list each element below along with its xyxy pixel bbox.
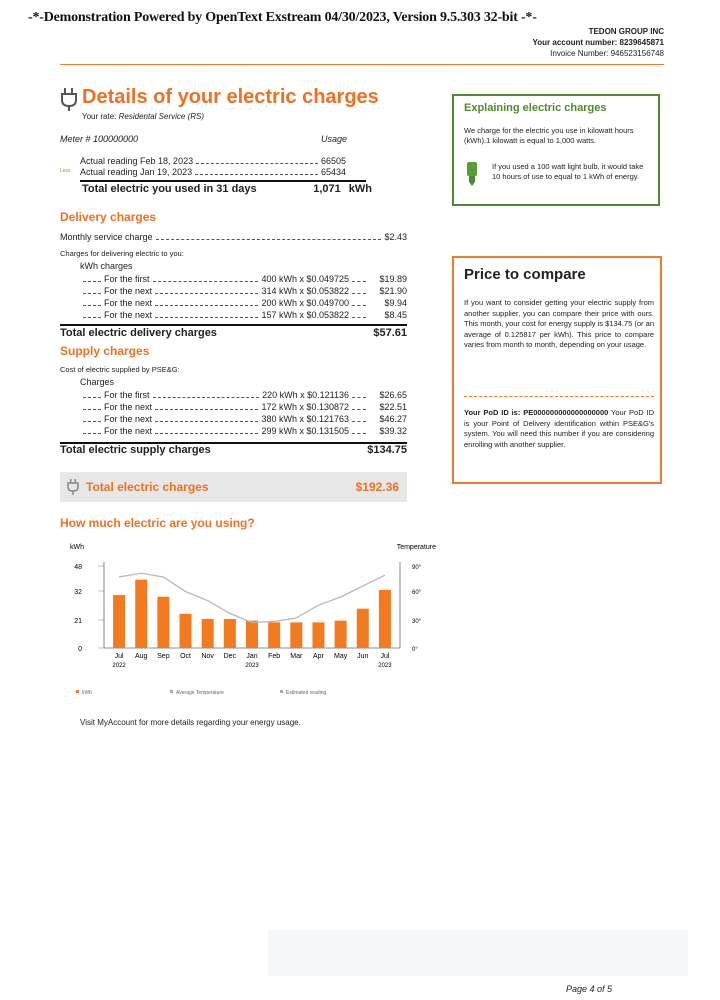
pod-id: Your PoD ID is: PE000000000000000000 — [464, 408, 609, 417]
supply-total-row — [60, 444, 407, 456]
delivery-desc: Charges for delivering electric to you: — [60, 249, 184, 258]
price-compare-para: If you want to consider getting your electric supply from another supplier, you can compare their price with ours. This month, your cost for energy supply is $134.75 (or an average of 0.125817 per kWh). This price to compare varies from month to month, depending on your usage. — [464, 298, 654, 349]
charge-row — [80, 400, 407, 412]
price-compare-box — [452, 256, 662, 484]
year-label: 2022 — [112, 663, 126, 669]
charge-calc: 157 kWh x $0.053822 — [261, 310, 349, 320]
charge-calc: 220 kWh x $0.121136 — [262, 390, 349, 400]
charge-label: For the next — [104, 414, 153, 424]
usage-bar — [180, 614, 192, 648]
y-tick-label: 32 — [74, 589, 82, 596]
total-charges-label: Total electric charges — [86, 480, 209, 494]
demo-banner: -*-Demonstration Powered by OpenText Exstream 04/30/2023, Version 9.5.303 32-bit -*- — [28, 10, 537, 25]
charge-calc: 380 kWh x $0.121763 — [261, 414, 349, 424]
total-used-unit: kWh — [348, 183, 372, 195]
price-compare-title: Price to compare — [464, 266, 586, 283]
charge-label: For the next — [104, 298, 153, 308]
delivery-title: Delivery charges — [60, 210, 157, 224]
supply-rows — [80, 388, 407, 436]
y-tick-label: 48 — [74, 564, 82, 571]
delivery-rows — [80, 272, 407, 320]
usage-bar — [202, 619, 214, 648]
visit-note: Visit MyAccount for more details regarding your energy usage. — [80, 718, 301, 727]
price-compare-divider — [464, 396, 654, 397]
total-used-value: 1,071 — [313, 183, 341, 195]
charge-label: For the first — [104, 274, 150, 284]
total-used-label: Total electric you used in 31 days — [82, 183, 257, 195]
x-tick-label: Jun — [357, 653, 369, 660]
reading-2-label: Actual reading Jan 19, 2023 — [80, 167, 193, 177]
header-divider — [60, 64, 664, 65]
year-label: 2023 — [378, 663, 392, 669]
meter-header — [60, 134, 347, 144]
rate-line — [82, 112, 204, 121]
x-tick-label: Feb — [268, 653, 281, 660]
usage-bar — [268, 622, 280, 648]
charge-calc: 400 kWh x $0.049725 — [261, 274, 349, 284]
charge-row — [80, 412, 407, 424]
account-number: Your account number: 8239645871 — [532, 38, 664, 47]
reading-2 — [80, 167, 346, 177]
y2-tick-label: 0° — [412, 647, 418, 653]
supply-sub: Charges — [80, 377, 115, 387]
legend-swatch — [170, 690, 173, 693]
charge-label: For the next — [104, 286, 153, 296]
total-used-row — [82, 183, 372, 195]
plug-icon — [58, 86, 80, 112]
invoice-number: Invoice Number: 946523156748 — [550, 49, 664, 58]
supply-total-label: Total electric supply charges — [60, 444, 211, 456]
x-tick-label: Sep — [157, 653, 170, 660]
legend-item: kWh — [82, 690, 92, 696]
charge-amount: $21.90 — [379, 286, 407, 296]
y-axis-label: kWh — [70, 544, 84, 551]
reading-1-label: Actual reading Feb 18, 2023 — [80, 156, 194, 166]
delivery-total-label: Total electric delivery charges — [60, 327, 217, 339]
y2-axis-label: Temperature — [396, 544, 436, 551]
monthly-service-row — [60, 232, 407, 242]
less-label: Less — [60, 168, 71, 174]
charge-amount: $22.51 — [379, 402, 407, 412]
meter-rule — [80, 180, 366, 182]
x-tick-label: May — [333, 653, 348, 660]
x-tick-label: Oct — [180, 653, 191, 660]
page-title: Details of your electric charges — [82, 86, 379, 108]
y-tick-label: 21 — [74, 618, 82, 625]
charge-calc: 299 kWh x $0.131505 — [261, 426, 349, 436]
charge-amount: $46.27 — [379, 414, 407, 424]
charge-label: For the next — [104, 402, 153, 412]
legend-item: Estimated reading — [286, 690, 327, 696]
charge-row — [80, 284, 407, 296]
usage-bar — [113, 595, 125, 648]
total-charges-bar — [60, 472, 407, 502]
charge-row — [80, 272, 407, 284]
usage-bar — [312, 622, 324, 648]
page-number: Page 4 of 5 — [566, 984, 613, 994]
usage-chart — [60, 540, 440, 708]
charge-row — [80, 296, 407, 308]
total-charges-value: $192.36 — [355, 480, 399, 494]
footer-watermark — [268, 930, 688, 976]
charge-label: For the next — [104, 426, 153, 436]
rate-value: Residental Service (RS) — [118, 112, 205, 121]
delivery-total-value: $57.61 — [373, 327, 407, 339]
x-tick-label: Apr — [313, 653, 324, 660]
charge-calc: 200 kWh x $0.049700 — [261, 298, 349, 308]
y2-tick-label: 30° — [412, 619, 422, 625]
meter-label: Meter # 100000000 — [60, 134, 139, 144]
supply-title: Supply charges — [60, 344, 150, 358]
usage-bar — [135, 580, 147, 648]
explaining-box — [452, 94, 660, 206]
lightbulb-icon — [466, 162, 478, 186]
x-tick-label: Nov — [201, 653, 214, 660]
usage-title: How much electric are you using? — [60, 516, 255, 530]
charge-amount: $26.65 — [379, 390, 407, 400]
explaining-title: Explaining electric charges — [464, 102, 607, 114]
year-label: 2023 — [245, 663, 259, 669]
legend-swatch — [76, 690, 79, 693]
monthly-service-value: $2.43 — [384, 232, 407, 242]
supply-desc: Cost of electric supplied by PSE&G: — [60, 365, 180, 374]
explaining-para-2: If you used a 100 watt light bulb, it would take 10 hours of use to equal to 1 kWh of energy. — [492, 162, 644, 181]
charge-amount: $8.45 — [384, 310, 407, 320]
delivery-rule — [60, 324, 407, 326]
charge-label: For the next — [104, 310, 153, 320]
charge-calc: 314 kWh x $0.053822 — [261, 286, 349, 296]
usage-bar — [379, 590, 391, 648]
usage-bar — [335, 621, 347, 648]
monthly-service-label: Monthly service charge — [60, 232, 153, 242]
usage-bar — [357, 609, 369, 648]
usage-bar — [224, 619, 236, 648]
usage-bar — [246, 621, 258, 648]
x-tick-label: Jul — [380, 653, 390, 660]
supply-total-value: $134.75 — [367, 444, 407, 456]
rate-label: Your rate: — [82, 112, 117, 121]
legend-swatch — [280, 690, 283, 693]
delivery-sub: kWh charges — [80, 261, 133, 271]
y2-tick-label: 90° — [412, 565, 422, 571]
x-tick-label: Jan — [246, 653, 258, 660]
charge-row — [80, 308, 407, 320]
charge-row — [80, 424, 407, 436]
charge-amount: $39.32 — [379, 426, 407, 436]
account-header — [533, 26, 664, 59]
meter-section — [60, 134, 347, 144]
usage-label: Usage — [320, 134, 347, 144]
x-tick-label: Aug — [134, 653, 148, 660]
pod-desc: Your PoD ID is your Point of Delivery identification within PSE&G's system. You will need this number if you are considering enrolling with another supplier. — [464, 408, 655, 449]
charge-row — [80, 388, 407, 400]
usage-bar — [290, 622, 302, 648]
reading-1 — [80, 156, 346, 166]
y-tick-label: 0 — [78, 646, 82, 653]
delivery-total-row — [60, 327, 407, 339]
y2-tick-label: 60° — [412, 590, 422, 596]
charge-amount: $19.89 — [379, 274, 407, 284]
reading-1-value: 66505 — [320, 156, 346, 166]
charge-amount: $9.94 — [384, 298, 407, 308]
charge-label: For the first — [104, 390, 150, 400]
explaining-para-1: We charge for the electric you use in kilowatt hours (kWh).1 kilowatt is equal to 1,000 watts. — [464, 126, 634, 145]
legend-item: Average Temperature — [176, 690, 224, 696]
plug-icon — [66, 478, 80, 496]
charge-calc: 172 kWh x $0.130872 — [261, 402, 349, 412]
usage-bar — [157, 597, 169, 648]
x-tick-label: Jul — [114, 653, 124, 660]
pod-section — [464, 408, 654, 450]
company-name: TEDON GROUP INC — [588, 27, 664, 36]
reading-2-value: 65434 — [320, 167, 346, 177]
x-tick-label: Dec — [223, 653, 237, 660]
x-tick-label: Mar — [290, 653, 303, 660]
